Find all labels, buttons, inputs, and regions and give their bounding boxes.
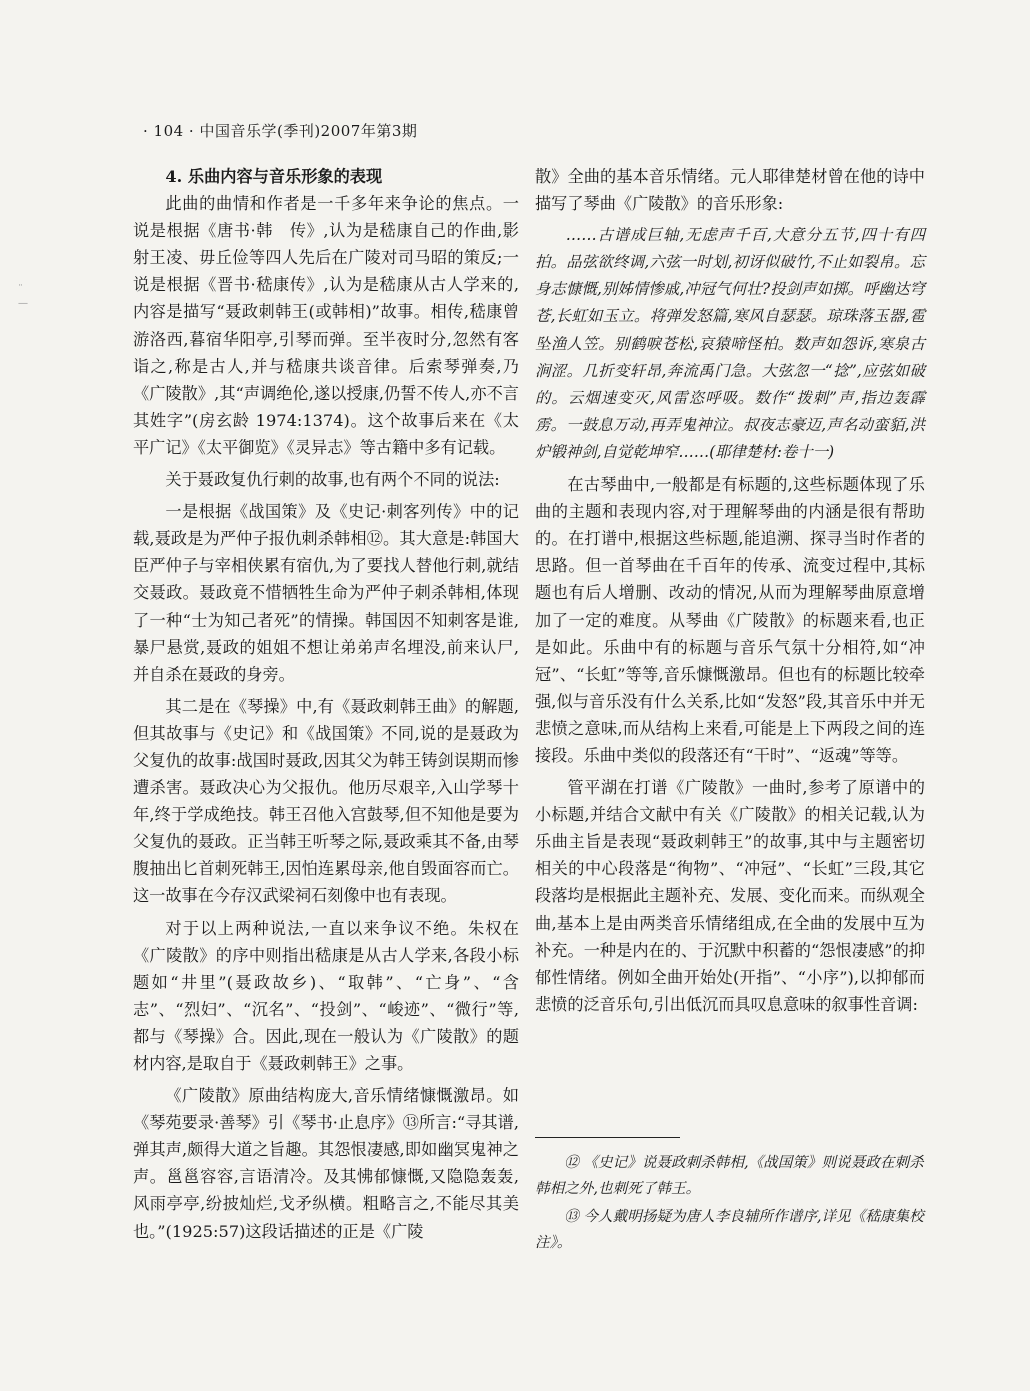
footnote: ⑫ 《史记》说聂政刺杀韩相,《战国策》则说聂政在刺杀韩相之外,也刺死了韩王。 [535,1154,924,1197]
paragraph: 对于以上两种说法,一直以来争议不绝。朱权在《广陵散》的序中则指出嵇康是从古人学来,各段小标题如“井里”(聂政故乡)、“取韩”、“亡身”、“含志”、“烈妇”、“沉名”、“投剑”、“峻迹”、“微行”等,都与《琴操》合。因此,现在一般认为《广陵散》的题材内容,是取自于《聂政刺韩王》之事。 [133,918,519,1073]
right-column [535,163,925,1023]
paragraph: 在古琴曲中,一般都是有标题的,这些标题体现了乐曲的主题和表现内容,对于理解琴曲的内涵是很有帮助的。在打谱中,根据这些标题,能追溯、探寻当时作者的思路。但一首琴曲在千百年的传承、流变过程中,其标题也有后人增删、改动的情况,从而为理解琴曲原意增加了一定的难度。从琴曲《广陵散》的标题来看,也正是如此。乐曲中有的标题与音乐气氛十分相符,如“冲冠”、“长虹”等等,音乐慷慨激昂。但也有的标题比较牵强,似与音乐没有什么关系,比如“发怒”段,其音乐中并无悲愤之意味,而从结构上来看,可能是上下两段之间的连接段。乐曲中类似的段落还有“干时”、“返魂”等等。 [535,475,925,765]
section-heading: 4. 乐曲内容与音乐形象的表现 [165,167,383,186]
paragraph: 管平湖在打谱《广陵散》一曲时,参考了原谱中的小标题,并结合文献中有关《广陵散》的相关记载,认为乐曲主旨是表现“聂政刺韩王”的故事,其中与主题密切相关的中心段落是“徇物”、“冲冠”、“长虹”三段,其它段落均是根据此主题补充、发展、变化而来。而纵观全曲,基本上是由两类音乐情绪组成,在全曲的发展中互为补充。一种是内在的、于沉默中积蓄的“怨恨凄感”的抑郁性情绪。例如全曲开始处(开指”、“小序”),以抑郁而悲愤的泛音乐句,引出低沉而具叹息意味的叙事性音调: [535,778,925,1014]
paragraph: 一是根据《战国策》及《史记·刺客列传》中的记载,聂政是为严仲子报仇刺杀韩相⑫。其大意是:韩国大臣严仲子与宰相侠累有宿仇,为了要找人替他行刺,就结交聂政。聂政竟不惜牺牲生命为严仲子刺杀韩相,体现了一种“士为知己者死”的情操。韩国因不知刺客是谁,暴尸悬赏,聂政的姐姐不想让弟弟声名埋没,前来认尸,并自杀在聂政的身旁。 [133,502,519,684]
paragraph: 关于聂政复仇行刺的故事,也有两个不同的说法: [165,470,500,490]
running-header: · 104 · 中国音乐学(季刊)2007年第3期 [143,122,418,140]
paragraph: 其二是在《琴操》中,有《聂政刺韩王曲》的解题,但其故事与《史记》和《战国策》不同,说的是聂政为父复仇的故事:战国时聂政,因其父为韩王铸剑误期而惨遭杀害。聂政决心为父报仇。他历尽艰辛,入山学琴十年,终于学成绝技。韩王召他入宫鼓琴,但不知他是要为父复仇的聂政。正当韩王听琴之际,聂政乘其不备,由琴腹抽出匕首刺死韩王,因怕连累母亲,他自毁面容而亡。这一故事在今存汉武梁祠石刻像中也有表现。 [133,696,519,906]
paragraph-continued: 散》全曲的基本音乐情绪。元人耶律楚材曾在他的诗中描写了琴曲《广陵散》的音乐形象: [535,167,925,214]
poem-quote: ……古谱成巨轴,无虑声千百,大意分五节,四十有四拍。品弦欲终调,六弦一时划,初讶似破竹,不止如裂帛。忘身志慷慨,别姊情惨戚,冲冠气何壮?投剑声如掷。呼幽达穹苍,长虹如玉立。将弹发怒篇,寒风自瑟瑟。琼珠落玉器,雹坠渔人笠。别鹤唳苍松,哀猿啼怪柏。数声如怨诉,寒泉古涧涩。几折变轩昂,奔流禹门急。大弦忽一“捻”,应弦如破的。云烟速变灭,风雷恣呼吸。数作“拨刺”声,指边轰霹雳。一鼓息万动,再弄鬼神泣。叔夜志豪迈,声名动蛮貊,洪炉锻神剑,自觉乾坤窄……(耶律楚材:卷十一) [535,226,925,461]
paragraph: 此曲的曲情和作者是一千多年来争论的焦点。一说是根据《唐书·韩 传》,认为是嵇康自己的作曲,影射王凌、毋丘俭等四人先后在广陵对司马昭的策反;一说是根据《晋书·嵇康传》,认为是嵇康从古人学来的,内容是描写“聂政刺韩王(或韩相)”故事。相传,嵇康曾游洛西,暮宿华阳亭,引琴而弹。至半夜时分,忽然有客诣之,称是古人,并与嵇康共谈音律。后索琴弹奏,乃《广陵散》,其“声调绝伦,遂以授康,仍誓不传人,亦不言其姓字”(房玄龄 1974:1374)。这个故事后来在《太平广记》《太平御览》《灵异志》等古籍中多有记载。 [133,194,519,457]
left-column [133,163,519,1250]
paragraph: 《广陵散》原曲结构庞大,音乐情绪慷慨激昂。如《琴苑要录·善琴》引《琴书·止息序》⑬所言:“寻其谱,弹其声,颇得大道之旨趣。其怨恨凄感,即如幽冥鬼神之声。邕邕容容,言语清冷。及其怫郁慷慨,又隐隐轰轰,风雨亭亭,纷披灿烂,戈矛纵横。粗略言之,不能尽其美也。”(1925:57)这段话描述的正是《广陵 [133,1086,519,1241]
footnotes [535,1150,925,1258]
footnote-rule [535,1137,680,1138]
margin-scan-mark: ¨ — [18,284,28,309]
footnote: ⑬ 今人戴明扬疑为唐人李良辅所作谱序,详见《嵇康集校注》。 [535,1208,924,1251]
